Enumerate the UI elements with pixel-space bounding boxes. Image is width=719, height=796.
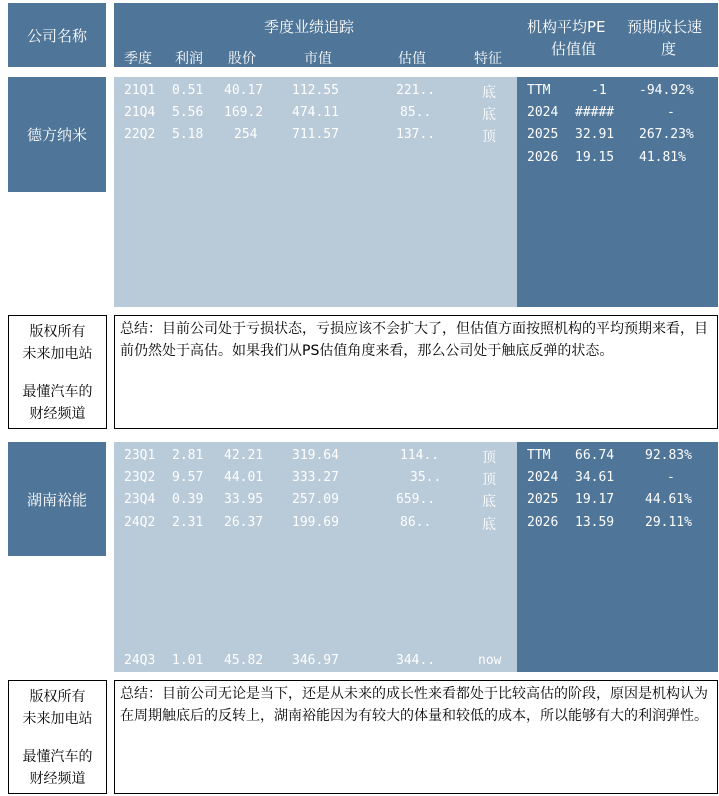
year-cell: TTM: [527, 83, 551, 98]
val-cell: 659..: [396, 492, 436, 507]
val-cell: 114..: [400, 448, 440, 463]
summary-text: 总结：目前公司无论是当下，还是从未来的成长性来看都处于比较高估的阶段，原因是机构认为在周期触底后的反转上，湖南裕能因为有较大的体量和较低的成本，所以能够有大的利润弹性。: [120, 686, 708, 724]
profit-cell: 5.18: [172, 127, 204, 142]
copyright-line: 财经频道: [29, 406, 86, 422]
price-cell: 45.82: [224, 653, 264, 668]
copyright-line: 版权所有: [29, 324, 86, 340]
copyright-box: [8, 680, 107, 794]
quarter-cell: 21Q1: [124, 83, 156, 98]
feature-cell: 顶: [482, 129, 496, 145]
year-cell: 2025: [527, 127, 559, 142]
col-cap: 市值: [304, 51, 332, 67]
quarter-cell: 22Q2: [124, 127, 156, 142]
feature-cell: 顶: [482, 450, 496, 466]
growth-cell: 29.11%: [645, 515, 692, 530]
quarter-cell: 23Q1: [124, 448, 156, 463]
quarter-cell: 24Q2: [124, 515, 156, 530]
val-cell: 221..: [396, 83, 436, 98]
col-quarter: 季度: [124, 51, 152, 67]
tracking-title: 季度业绩追踪: [264, 18, 355, 36]
forecast-panel: [517, 77, 718, 307]
summary-box: [114, 680, 718, 794]
cap-cell: 257.09: [292, 492, 339, 507]
growth-title-2: 度: [661, 40, 677, 58]
pe-cell: 32.91: [575, 127, 615, 142]
price-cell: 40.17: [224, 83, 264, 98]
profit-cell: 1.01: [172, 653, 204, 668]
copyright-line: 最懂汽车的: [22, 384, 93, 400]
copyright-line: 版权所有: [29, 689, 86, 705]
price-cell: 33.95: [224, 492, 264, 507]
profit-cell: 2.31: [172, 515, 204, 530]
profit-cell: 5.56: [172, 105, 204, 120]
col-profit: 利润: [175, 51, 203, 67]
growth-cell: 41.81%: [639, 150, 686, 165]
quarter-data-panel: [114, 442, 517, 672]
growth-cell: 92.83%: [645, 448, 692, 463]
pe-title: 机构平均PE: [527, 18, 606, 36]
pe-cell: 13.59: [575, 515, 615, 530]
pe-cell: -1: [591, 83, 607, 98]
quarter-cell: 23Q4: [124, 492, 156, 507]
col-feature: 特征: [474, 51, 502, 67]
copyright-line: 未来加电站: [22, 346, 93, 362]
summary-text: 总结：目前公司处于亏损状态，亏损应该不会扩大了，但估值方面按照机构的平均预期来看，目前仍然处于高估。如果我们从PS估值角度来看，那么公司处于触底反弹的状态。: [120, 321, 708, 359]
year-cell: 2024: [527, 470, 559, 485]
feature-cell: 底: [482, 85, 496, 101]
price-cell: 26.37: [224, 515, 264, 530]
growth-cell: 267.23%: [639, 127, 694, 142]
feature-cell: now: [478, 653, 502, 668]
quarter-data-panel: [114, 77, 517, 307]
cap-cell: 711.57: [292, 127, 339, 142]
pe-cell: #####: [575, 105, 615, 120]
profit-cell: 0.39: [172, 492, 204, 507]
cap-cell: 474.11: [292, 105, 339, 120]
year-cell: 2024: [527, 105, 559, 120]
year-cell: 2026: [527, 515, 559, 530]
col-val: 估值: [398, 51, 426, 67]
growth-cell: -: [667, 470, 675, 485]
company-name-cell: 湖南裕能: [8, 442, 106, 556]
price-cell: 169.2: [224, 105, 264, 120]
quarter-cell: 23Q2: [124, 470, 156, 485]
pe-cell: 19.15: [575, 150, 615, 165]
copyright-box: [8, 315, 107, 429]
cap-cell: 333.27: [292, 470, 339, 485]
pe-title-2: 估值值: [551, 40, 597, 58]
year-cell: TTM: [527, 448, 551, 463]
profit-cell: 2.81: [172, 448, 204, 463]
feature-cell: 底: [482, 107, 496, 123]
company-name-header: 公司名称: [8, 3, 106, 67]
val-cell: 85..: [400, 105, 432, 120]
val-cell: 344..: [396, 653, 436, 668]
growth-cell: 44.61%: [645, 492, 692, 507]
pe-cell: 66.74: [575, 448, 615, 463]
val-cell: 86..: [400, 515, 432, 530]
cap-cell: 319.64: [292, 448, 339, 463]
quarter-cell: 21Q4: [124, 105, 156, 120]
growth-cell: -: [667, 105, 675, 120]
col-price: 股价: [228, 51, 256, 67]
year-cell: 2025: [527, 492, 559, 507]
forecast-panel: [517, 442, 718, 672]
copyright-line: 未来加电站: [22, 711, 93, 727]
feature-cell: 底: [482, 517, 496, 533]
profit-cell: 0.51: [172, 83, 204, 98]
price-cell: 44.01: [224, 470, 264, 485]
profit-cell: 9.57: [172, 470, 204, 485]
pe-cell: 34.61: [575, 470, 615, 485]
copyright-line: 财经频道: [29, 771, 86, 787]
quarter-cell: 24Q3: [124, 653, 156, 668]
feature-cell: 顶: [482, 472, 496, 488]
forecast-header: [517, 3, 718, 67]
feature-cell: 底: [482, 494, 496, 510]
cap-cell: 199.69: [292, 515, 339, 530]
growth-cell: -94.92%: [639, 83, 694, 98]
pe-cell: 19.17: [575, 492, 615, 507]
cap-cell: 346.97: [292, 653, 339, 668]
copyright-line: 最懂汽车的: [22, 749, 93, 765]
quarterly-tracking-header: [114, 3, 517, 67]
val-cell: 35..: [410, 470, 442, 485]
cap-cell: 112.55: [292, 83, 339, 98]
growth-title: 预期成长速: [627, 18, 703, 36]
val-cell: 137..: [396, 127, 436, 142]
price-cell: 42.21: [224, 448, 264, 463]
company-name-cell: 德方纳米: [8, 77, 106, 192]
summary-box: [114, 315, 718, 429]
year-cell: 2026: [527, 150, 559, 165]
price-cell: 254: [234, 127, 258, 142]
